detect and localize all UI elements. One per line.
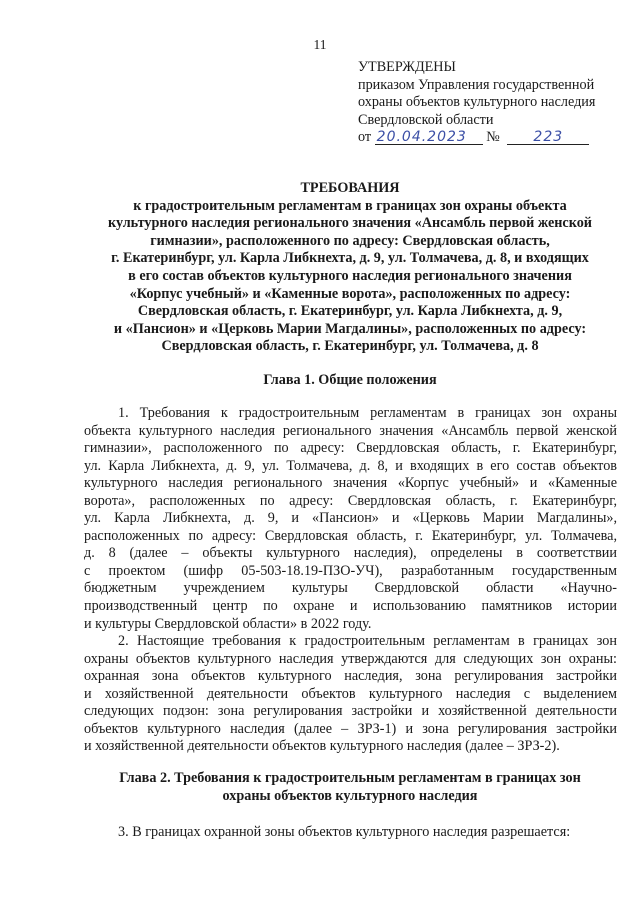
- paragraph-line: расположенных по адресу: Свердловская область, г. Екатеринбург, ул. Толмачева,: [84, 527, 617, 544]
- chapter-title-line: охраны объектов культурного наследия: [222, 787, 478, 804]
- chapter-title-line: Глава 2. Требования к градостроительным регламентам в границах зон: [119, 770, 581, 786]
- title-line: «Корпус учебный» и «Каменные ворота», расположенных по адресу:: [129, 285, 571, 302]
- title-line: Свердловская область, г. Екатеринбург, ул. Карла Либкнехта, д. 9,: [137, 303, 563, 320]
- title-line: и «Пансион» и «Церковь Марии Магдалины», расположенных по адресу:: [113, 320, 587, 337]
- paragraph-line: ворота», расположенных по адресу: Свердловская область, г. Екатеринбург,: [84, 492, 617, 509]
- title-line: к градостроительным регламентам в границах зон охраны объекта: [133, 197, 567, 214]
- number-label: №: [486, 129, 500, 145]
- approval-line: приказом Управления государственной: [358, 76, 595, 93]
- paragraph-line: и хозяйственной деятельности объектов культурного наследия с выделением: [84, 685, 617, 702]
- paragraph-line: охранная зона объектов культурного наследия, зона регулирования застройки: [84, 668, 617, 685]
- paragraph-3: [84, 824, 617, 842]
- paragraph-line: ул. Карла Либкнехта, д. 9, и «Пансион» и «Церковь Марии Магдалины»,: [84, 510, 617, 527]
- paragraph-line: с проектом (шифр 05-503-18.19-ПЗО-УЧ), разработанным государственным: [84, 562, 617, 579]
- paragraph-line: и культуры Свердловской области» в 2022 году.: [84, 615, 372, 632]
- document-title: [70, 180, 630, 356]
- handwritten-number: 223: [507, 130, 589, 145]
- paragraph-line: охраны объектов культурного наследия утверждаются для следующих зон охраны:: [84, 650, 617, 667]
- title-line: г. Екатеринбург, ул. Карла Либкнехта, д. 9, ул. Толмачева, д. 8, и входящих: [111, 250, 589, 267]
- paragraph-line: бюджетным учреждением культуры Свердловской области «Научно-: [84, 580, 617, 597]
- paragraph-line: 2. Настоящие требования к градостроительным регламентам в границах зон: [118, 633, 617, 649]
- approval-line: Свердловской области: [358, 111, 494, 128]
- chapter-1-title: [70, 372, 630, 390]
- paragraph-line: д. 8 (далее – объекты культурного наследия), определены в соответствии: [84, 545, 617, 562]
- paragraph-line: гимназии», расположенного по адресу: Свердловская область, г. Екатеринбург,: [84, 440, 617, 457]
- approval-line: охраны объектов культурного наследия: [358, 94, 596, 110]
- paragraph-line: производственный центр по охране и использованию памятников истории: [84, 598, 617, 615]
- page-number: 11: [313, 37, 327, 52]
- title-line: культурного наследия регионального значения «Ансамбль первой женской: [108, 215, 592, 232]
- handwritten-date: 20.04.2023: [375, 130, 483, 145]
- chapter-2-title: [70, 770, 630, 805]
- paragraph-line: объекта культурного наследия регионального значения «Ансамбль первой женской: [84, 422, 617, 439]
- paragraph-line: 3. В границах охранной зоны объектов культурного наследия разрешается:: [118, 824, 571, 840]
- approval-block: [358, 59, 628, 147]
- approval-date-number-line: [358, 129, 628, 147]
- paragraph-2: [84, 633, 617, 756]
- title-heading: ТРЕБОВАНИЯ: [300, 180, 400, 196]
- paragraph-line: объектов культурного наследия (далее – ЗРЗ-1) и зона регулирования застройки: [84, 720, 617, 737]
- title-line: Свердловская область, г. Екатеринбург, ул. Толмачева, д. 8: [161, 338, 539, 355]
- paragraph-line: следующих подзон: зона регулирования застройки и хозяйственной деятельности: [84, 703, 617, 720]
- from-label: от: [358, 129, 372, 145]
- paragraph-line: ул. Карла Либкнехта, д. 9, ул. Толмачева, д. 8, и входящих в его состав объектов: [84, 457, 617, 474]
- title-line: в его состав объектов культурного наследия регионального значения: [128, 267, 572, 284]
- paragraph-line: культурного наследия регионального значения «Корпус учебный» и «Каменные: [84, 475, 617, 492]
- paragraph-line: 1. Требования к градостроительным регламентам в границах зон охраны: [118, 405, 617, 421]
- title-line: гимназии», расположенного по адресу: Свердловская область,: [150, 232, 550, 249]
- approval-line: УТВЕРЖДЕНЫ: [358, 59, 456, 75]
- paragraph-line: и хозяйственной деятельности объектов культурного наследия (далее – ЗРЗ-2).: [84, 738, 560, 755]
- chapter-title-line: Глава 1. Общие положения: [263, 372, 437, 388]
- paragraph-1: [84, 405, 617, 633]
